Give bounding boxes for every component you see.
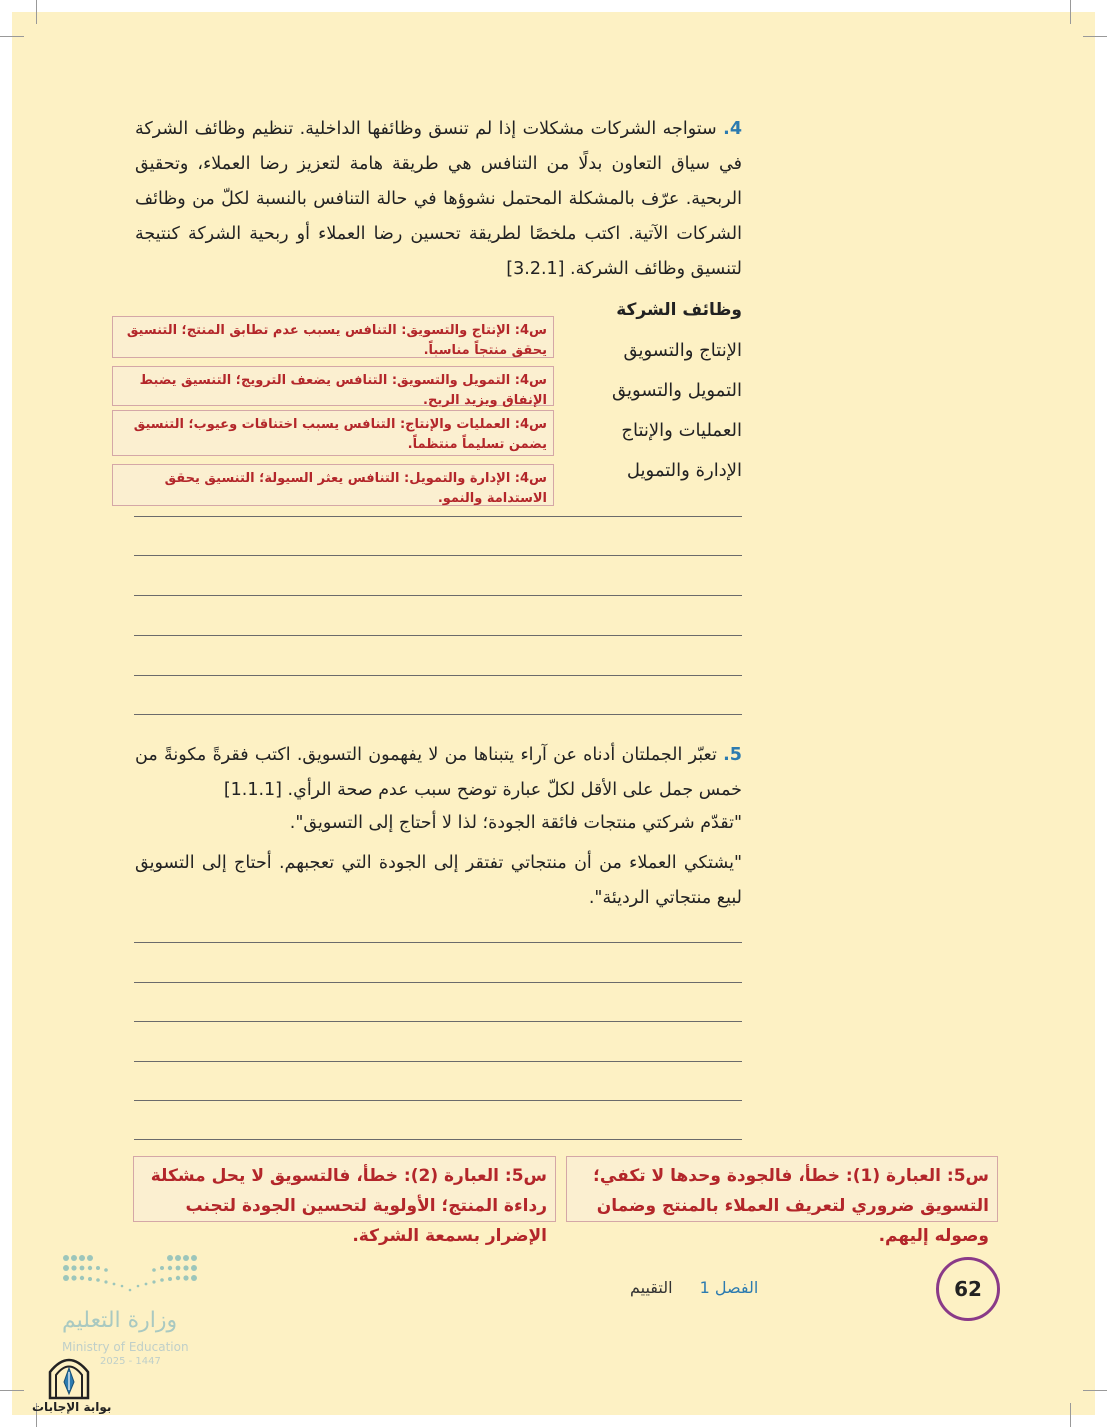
answer-box-q5 [566, 1156, 998, 1246]
answer-text: التنافس يسبب اختناقات وعيوب؛ التنسيق يضمن تسليماً منتظماً. [133, 417, 547, 452]
writing-line [134, 1100, 742, 1101]
crop-mark [0, 1390, 24, 1391]
ministry-name-en: Ministry of Education [62, 1340, 189, 1354]
function-item: الإنتاج والتسويق [623, 340, 742, 361]
answer-box-q4 [112, 316, 554, 358]
crop-mark [1083, 1390, 1107, 1391]
answer-label: س5: العبارة (2): [403, 1166, 547, 1186]
question-4-number: 4. [723, 119, 742, 139]
answer-label: س4: التمويل والتسويق: [391, 373, 547, 388]
ministry-name-ar: وزارة التعليم [62, 1308, 178, 1333]
portal-label: بوابة الإجابات [32, 1400, 112, 1414]
portal-logo-icon [44, 1350, 94, 1400]
page-number: 62 [936, 1257, 1000, 1321]
question-5-text: تعبّر الجملتان أدناه عن آراء يتبناها من لا يفهمون التسويق. اكتب فقرةً مكونةً من خمس جمل على الأقل لكلّ عبارة توضح سبب عدم صحة الرأي. [1.1.1] [135, 745, 742, 800]
writing-line [134, 714, 742, 715]
crop-mark [0, 36, 24, 37]
crop-mark [1083, 36, 1107, 37]
footer-chapter [630, 1278, 758, 1297]
answer-text: التنافس يسبب عدم تطابق المنتج؛ التنسيق يحقق منتجاً مناسباً. [126, 323, 547, 358]
question-4 [135, 112, 742, 287]
answer-label: س4: الإنتاج والتسويق: [401, 323, 547, 338]
writing-line [134, 982, 742, 983]
chapter-label: الفصل 1 [699, 1278, 759, 1297]
answer-box-q5 [133, 1156, 556, 1246]
writing-line [134, 1139, 742, 1140]
function-item: العمليات والإنتاج [621, 420, 742, 441]
ministry-year: 2025 - 1447 [100, 1356, 161, 1367]
answer-box-q4 [112, 464, 554, 506]
answer-box-q4 [112, 366, 554, 406]
answer-text: خطأ، فالجودة وحدها لا تكفي؛ التسويق ضروري لتعريف العملاء بالمنتج وضمان وصوله إليهم. [593, 1166, 989, 1246]
writing-line [134, 516, 742, 517]
crop-mark [1070, 0, 1071, 24]
writing-line [134, 635, 742, 636]
answer-text: خطأ، فالتسويق لا يحل مشكلة رداءة المنتج؛ الأولوية لتحسين الجودة لتجنب الإضرار بسمعة الشركة. [150, 1166, 547, 1246]
quote-1: "تقدّم شركتي منتجات فائقة الجودة؛ لذا لا أحتاج إلى التسويق". [289, 813, 742, 833]
function-item: الإدارة والتمويل [626, 460, 742, 481]
answer-label: س4: العمليات والإنتاج: [399, 417, 547, 432]
ministry-logo-icon [62, 1252, 198, 1298]
function-item: التمويل والتسويق [612, 380, 742, 401]
crop-mark [1070, 1403, 1071, 1427]
question-4-text: ستواجه الشركات مشكلات إذا لم تنسق وظائفها الداخلية. تنظيم وظائف الشركة في سياق التعاون بدلًا من التنافس هي طريقة هامة لتعزيز رضا العملاء، وتحقيق الربحية. عرّف بالمشكلة المحتمل نشوؤها في حالة التنافس بالنسبة لكلّ من وظائف الشركات الآتية. اكتب ملخصًا لطريقة تحسين رضا العملاء أو ربحية الشركة كنتيجة لتنسيق وظائف الشركة. [3.2.1] [135, 119, 742, 279]
writing-line [134, 1021, 742, 1022]
answer-text: التنافس يضعف الترويج؛ التنسيق يضبط الإنفاق ويزيد الربح. [139, 373, 547, 408]
question-5-number: 5. [723, 745, 742, 765]
writing-line [134, 675, 742, 676]
quote-2: "يشتكي العملاء من أن منتجاتي تفتقر إلى الجودة التي تعجبهم. أحتاج إلى التسويق لبيع منتجاتي الرديئة". [135, 853, 742, 908]
crop-mark [36, 0, 37, 24]
answer-box-q4 [112, 410, 554, 456]
answer-label: س5: العبارة (1): [845, 1166, 989, 1186]
writing-line [134, 555, 742, 556]
writing-line [134, 1061, 742, 1062]
answer-text: التنافس يعثر السيولة؛ التنسيق يحقق الاستدامة والنمو. [164, 471, 547, 506]
functions-title: وظائف الشركة [616, 300, 742, 320]
answer-label: س4: الإدارة والتمويل: [404, 471, 547, 486]
section-label: التقييم [630, 1278, 673, 1297]
writing-line [134, 942, 742, 943]
question-5 [135, 738, 742, 808]
writing-line [134, 595, 742, 596]
